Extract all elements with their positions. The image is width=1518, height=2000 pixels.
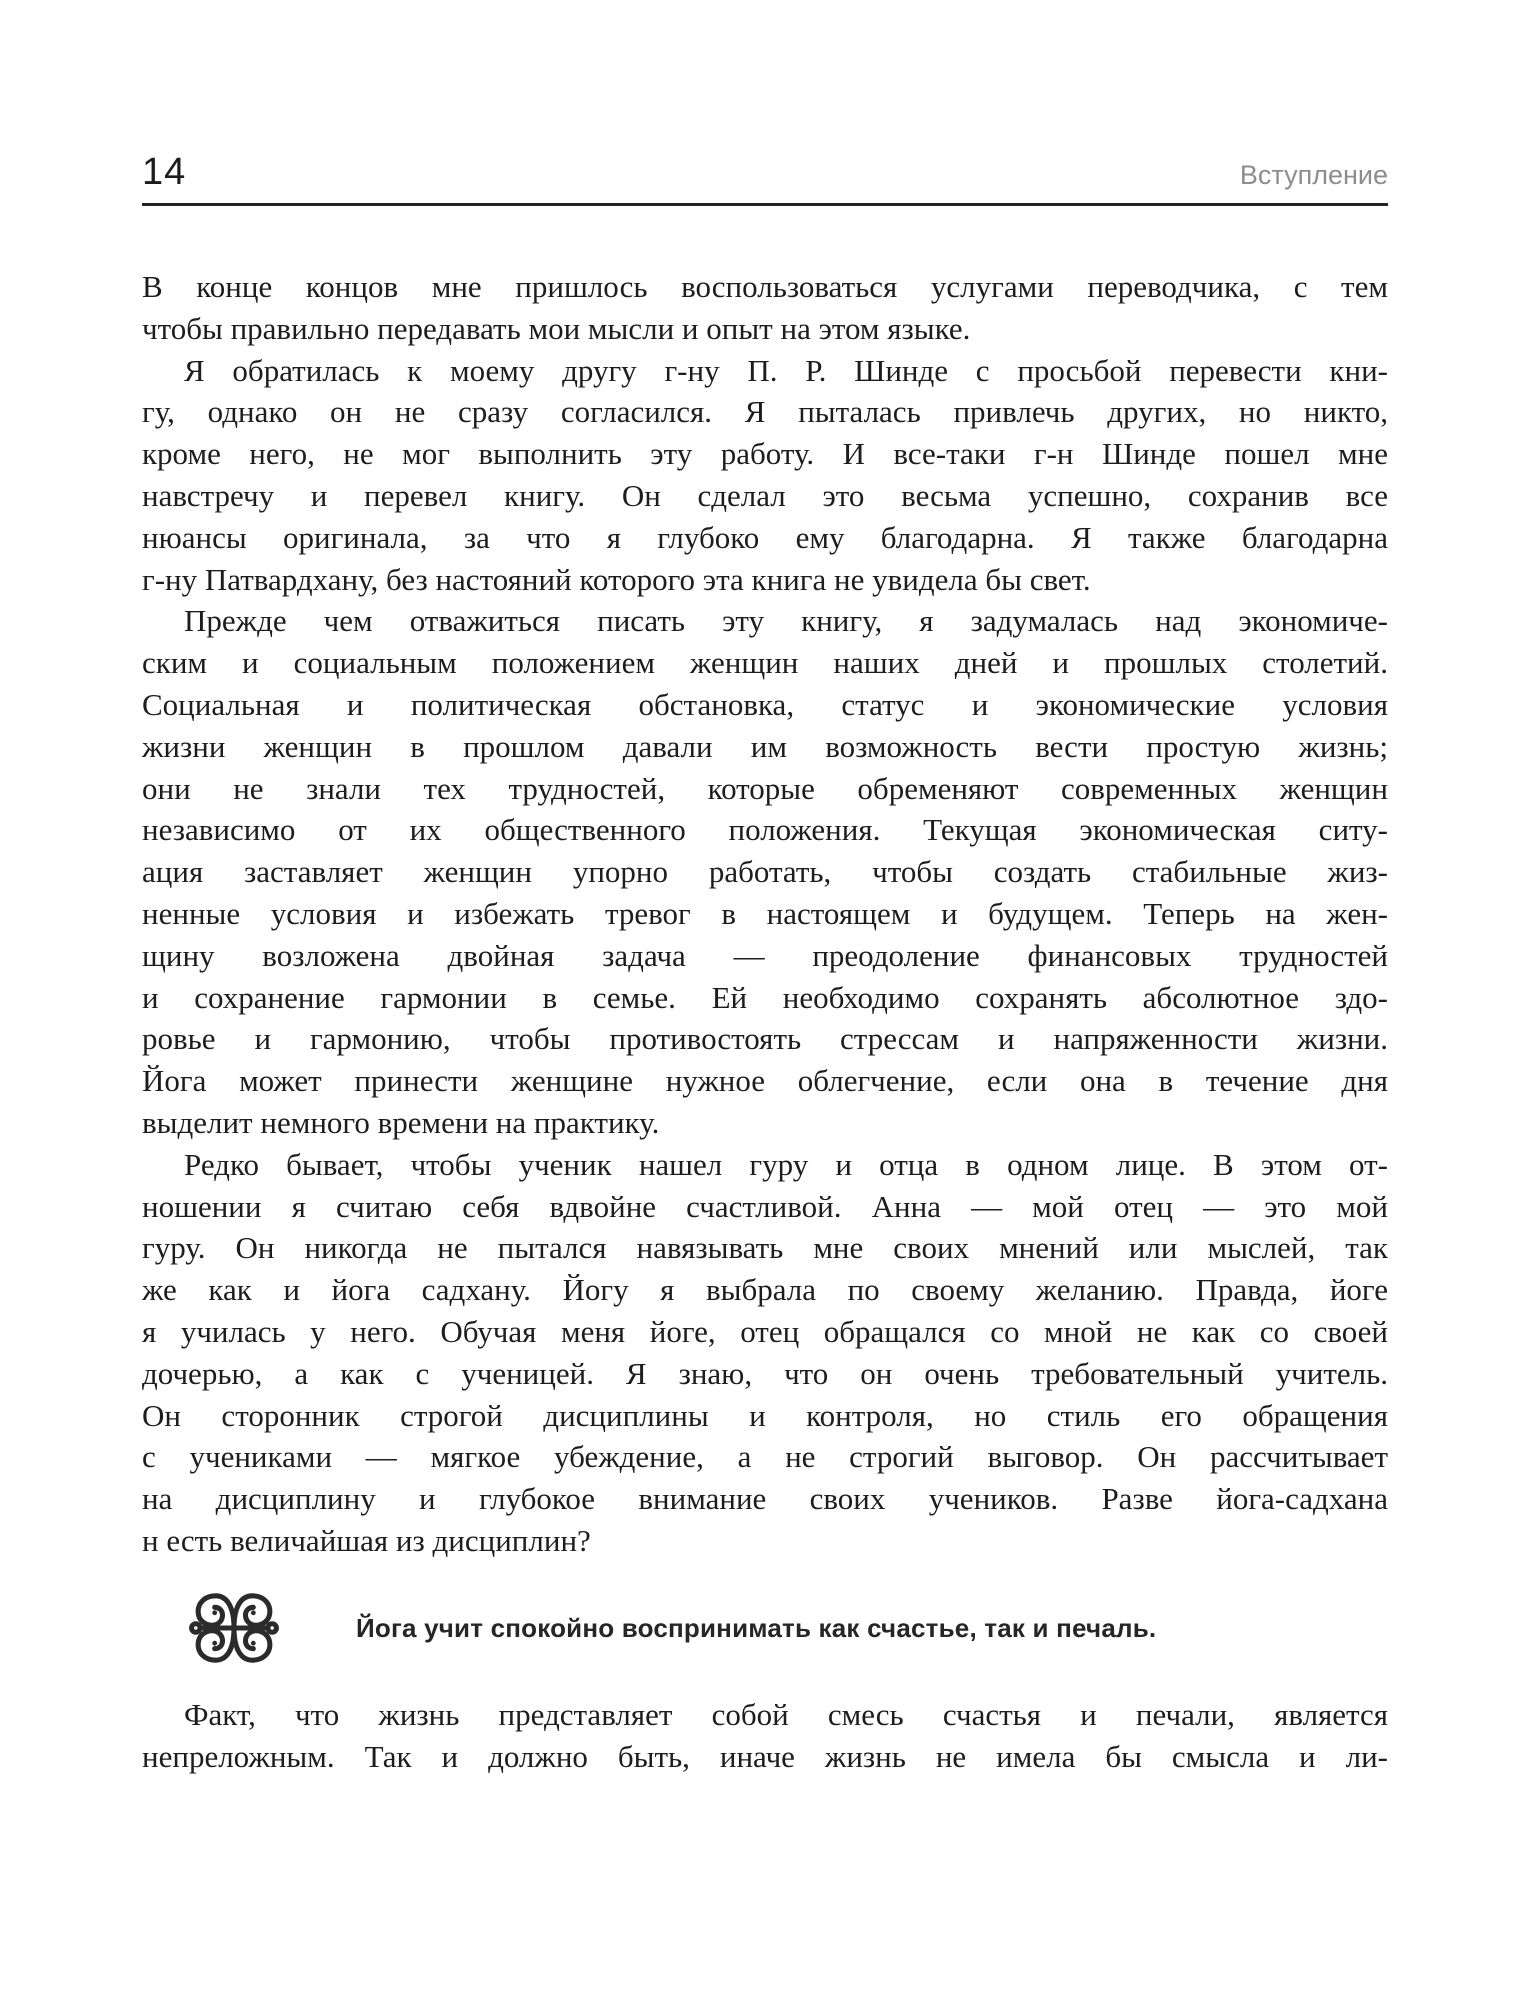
page-number: 14 [142, 151, 187, 193]
quote-callout [142, 1582, 1388, 1674]
text-line: ненные условия и избежать тревог в настоящем и будущем. Теперь на жен- [142, 895, 1388, 931]
body-text-bottom [142, 1694, 1388, 1778]
running-head [142, 152, 1388, 192]
text-line: Йога может принести женщине нужное облегчение, если она в течение дня [142, 1063, 1388, 1099]
text-line: ношении я считаю себя вдвойне счастливой. Анна — мой отец — это мой [142, 1188, 1388, 1224]
text-line: ровье и гармонию, чтобы противостоять стрессам и напряженности жизни. [142, 1021, 1388, 1057]
text-line: щину возложена двойная задача — преодоление финансовых трудностей [142, 937, 1388, 973]
text-line: Прежде чем отважиться писать эту книгу, я задумалась над экономиче- [184, 603, 1388, 639]
text-line: на дисциплину и глубокое внимание своих учеников. Разве йога-садхана [142, 1481, 1388, 1517]
text-line: выделит немного времени на практику. [142, 1104, 660, 1140]
text-line: же как и йога садхану. Йогу я выбрала по своему желанию. Правда, йоге [142, 1272, 1388, 1308]
text-line: нюансы оригинала, за что я глубоко ему благодарна. Я также благодарна [142, 519, 1388, 555]
quote-text: Йога учит спокойно воспринимать как счастье, так и печаль. [356, 1613, 1157, 1643]
text-line: дочерью, а как с ученицей. Я знаю, что он очень требовательный учитель. [142, 1355, 1388, 1391]
section-title: Вступление [1239, 160, 1388, 190]
text-line: В конце концов мне пришлось воспользоваться услугами переводчика, с тем [142, 269, 1388, 304]
text-line: гу, однако он не сразу согласился. Я пыталась привлечь других, но никто, [142, 394, 1388, 430]
text-line: жизни женщин в прошлом давали им возможность вести простую жизнь; [142, 728, 1388, 764]
text-line: н есть величайшая из дисциплин? [142, 1522, 591, 1558]
text-line: г-ну Патвардхану, без настояний которого эта книга не увидела бы свет. [142, 561, 1091, 597]
text-line: Редко бывает, чтобы ученик нашел гуру и отца в одном лице. В этом от- [184, 1146, 1388, 1182]
text-line: независимо от их общественного положения. Текущая экономическая ситу- [142, 812, 1388, 848]
text-line: Социальная и политическая обстановка, статус и экономические условия [142, 686, 1388, 722]
text-line: Я обратилась к моему другу г-ну П. Р. Шинде с просьбой перевести кни- [184, 352, 1388, 388]
paragraph [142, 350, 1388, 601]
text-line: Он сторонник строгой дисциплины и контроля, но стиль его обращения [142, 1397, 1388, 1433]
text-line: Факт, что жизнь представляет собой смесь счастья и печали, является [184, 1697, 1388, 1732]
paragraph [142, 600, 1388, 1143]
text-line: непреложным. Так и должно быть, иначе жизнь не имела бы смысла и ли- [142, 1738, 1388, 1774]
text-line: и сохранение гармонии в семье. Ей необходимо сохранять абсолютное здо- [142, 979, 1388, 1015]
text-line: они не знали тех трудностей, которые обременяют современных женщин [142, 770, 1388, 806]
text-line: кроме него, не мог выполнить эту работу. И все-таки г-н Шинде пошел мне [142, 436, 1388, 472]
text-line: ация заставляет женщин упорно работать, чтобы создать стабильные жиз- [142, 854, 1388, 890]
text-line: чтобы правильно передавать мои мысли и опыт на этом языке. [142, 310, 971, 346]
paragraph [142, 266, 1388, 350]
spiral-ornament-icon [188, 1587, 280, 1669]
text-line: я училась у него. Обучая меня йоге, отец обращался со мной не как со своей [142, 1313, 1388, 1349]
body-text-top [142, 266, 1388, 1562]
text-line: навстречу и перевел книгу. Он сделал это весьма успешно, сохранив все [142, 477, 1388, 513]
text-line: с учениками — мягкое убеждение, а не строгий выговор. Он рассчитывает [142, 1439, 1388, 1475]
text-line: ским и социальным положением женщин наших дней и прошлых столетий. [142, 645, 1388, 681]
header-rule [142, 203, 1388, 206]
paragraph [142, 1144, 1388, 1562]
text-line: гуру. Он никогда не пытался навязывать мне своих мнений или мыслей, так [142, 1230, 1388, 1266]
paragraph [142, 1694, 1388, 1778]
